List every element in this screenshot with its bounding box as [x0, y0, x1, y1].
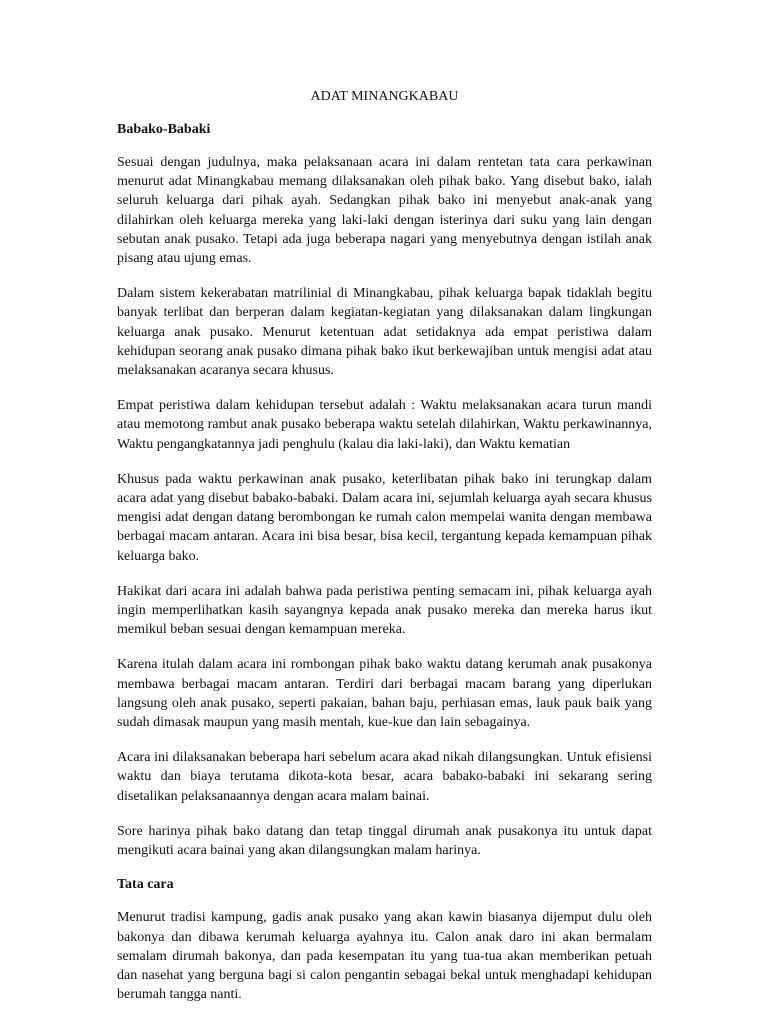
paragraph: Sesuai dengan judulnya, maka pelaksanaan acara ini dalam rentetan tata cara perkawinan menurut adat Minangkabau memang dilaksanakan oleh pihak bako. Yang disebut bako, ialah seluruh keluarga dari pihak ayah. Sedangkan pihak bako ini menyebut anak-anak yang dilahirkan oleh keluarga mereka yang laki-laki dengan isterinya dari suku yang lain dengan sebutan anak pusako. Tetapi ada juga beberapa nagari yang menyebutnya dengan istilah anak pisang atau ujung emas.	[117, 155, 652, 267]
paragraph: Empat peristiwa dalam kehidupan tersebut adalah : Waktu melaksanakan acara turun mandi atau memotong rambut anak pusako beberapa waktu setelah dilahirkan, Waktu perkawinannya, Waktu pengangkatannya jadi penghulu (kalau dia laki-laki), dan Waktu kematian	[117, 398, 652, 452]
paragraph: Sore harinya pihak bako datang dan tetap tinggal dirumah anak pusakonya itu untuk dapat mengikuti acara bainai yang akan dilangsungkan malam harinya.	[117, 823, 652, 859]
section-heading: Babako-Babaki	[117, 122, 211, 137]
paragraph: Acara ini dilaksanakan beberapa hari sebelum acara akad nikah dilangsungkan. Untuk efisiensi waktu dan biaya terutama dikota-kota besar, acara babako-babaki ini sekarang sering disetalikan pelaksanaannya dengan acara malam bainai.	[117, 750, 652, 804]
paragraph: Hakikat dari acara ini adalah bahwa pada peristiwa penting semacam ini, pihak keluarga ayah ingin memperlihatkan kasih sayangnya kepada anak pusako mereka dan mereka harus ikut memikul beban sesuai dengan kemampuan mereka.	[117, 583, 652, 638]
section-heading: Tata cara	[117, 877, 174, 893]
paragraph: Karena itulah dalam acara ini rombongan pihak bako waktu datang kerumah anak pusakonya membawa berbagai macam antaran. Terdiri dari berbagai macam barang yang diperlukan langsung oleh anak pusako, seperti pakaian, bahan baju, perhiasan emas, lauk pauk baik yang sudah dimasak maupun yang masih mentah, kue-kue dan lain sebagainya.	[117, 657, 652, 731]
document-page	[117, 88, 652, 1020]
paragraph: Khusus pada waktu perkawinan anak pusako, keterlibatan pihak bako ini terungkap dalam acara adat yang disebut babako-babaki. Dalam acara ini, sejumlah keluarga ayah secara khusus mengisi adat dengan datang berombongan ke rumah calon mempelai wanita dengan membawa berbagai macam antaran. Acara ini bisa besar, bisa kecil, tergantung kepada kemampuan pihak keluarga bako.	[117, 471, 652, 564]
paragraph: Menurut tradisi kampung, gadis anak pusako yang akan kawin biasanya dijemput dulu oleh bakonya dan dibawa kerumah keluarga ayahnya itu. Calon anak daro ini akan bermalam semalam dirumah bakonya, dan pada kesempatan itu yang tua-tua akan memberikan petuah dan nasehat yang berguna bagi si calon pengantin sebagai bekal untuk menghadapi kehidupan berumah tangga nanti.	[117, 910, 652, 1003]
paragraph: Dalam sistem kekerabatan matrilinial di Minangkabau, pihak keluarga bapak tidaklah begitu banyak terlibat dan berperan dalam kegiatan-kegiatan yang dilaksanakan dalam lingkungan keluarga anak pusako. Menurut ketentuan adat setidaknya ada empat peristiwa dalam kehidupan seorang anak pusako dimana pihak bako ikut berkewajiban untuk mengisi adat atau melaksanakan acaranya secara khusus.	[117, 286, 652, 379]
section-tata-cara	[117, 876, 652, 1004]
document-title: ADAT MINANGKABAU	[310, 89, 459, 104]
section-babako-babaki	[117, 121, 652, 860]
